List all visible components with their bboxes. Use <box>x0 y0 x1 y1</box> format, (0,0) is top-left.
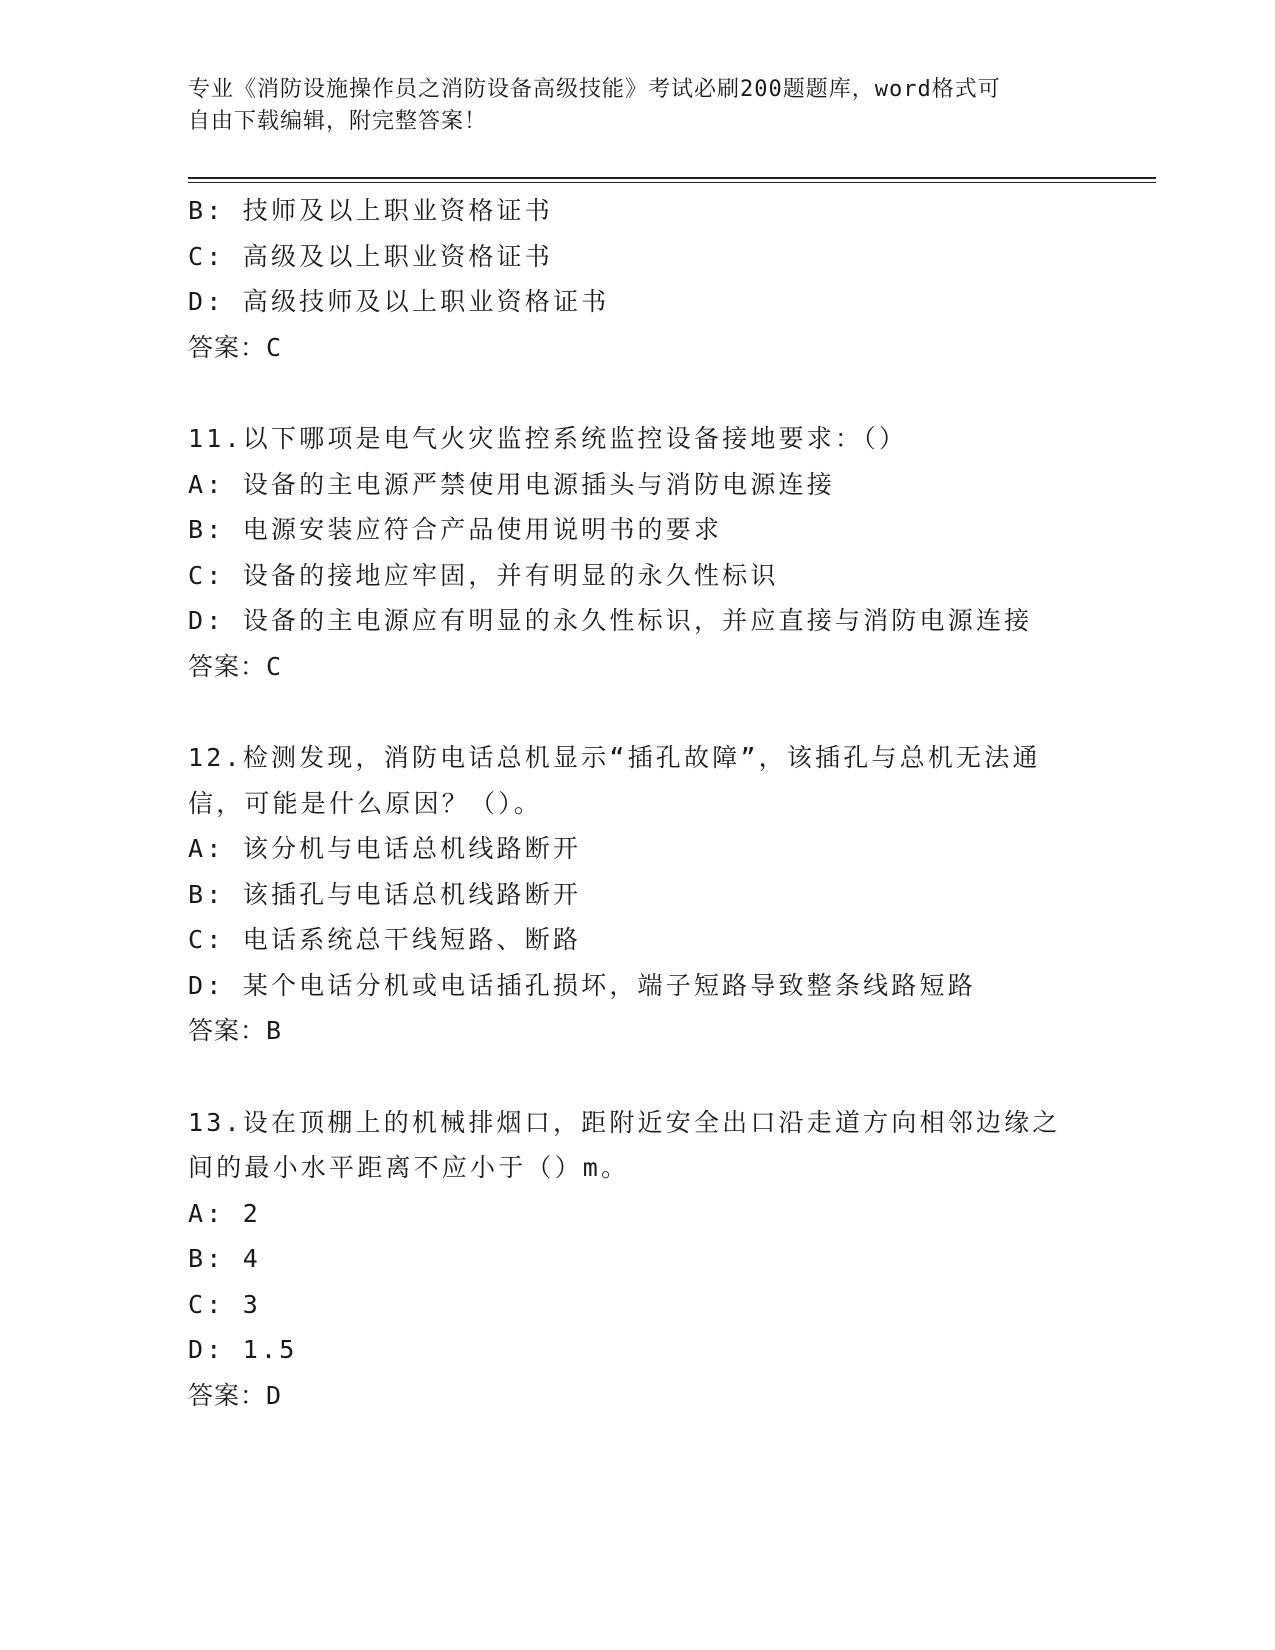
spacer <box>188 689 1088 735</box>
answer-line: 答案：B <box>188 1016 283 1045</box>
option-a: A: 2 <box>188 1198 262 1228</box>
option-d: D: 高级技师及以上职业资格证书 <box>188 287 610 316</box>
question-10-continuation <box>188 188 1088 370</box>
spacer <box>188 370 1088 416</box>
question-13 <box>188 1100 1088 1419</box>
question-12 <box>188 735 1088 1054</box>
question-stem: 11.以下哪项是电气火灾监控系统监控设备接地要求：（） <box>188 424 908 453</box>
option-c: C: 高级及以上职业资格证书 <box>188 241 553 271</box>
option-a: A: 该分机与电话总机线路断开 <box>188 834 582 863</box>
question-stem-line-1: 13.设在顶棚上的机械排烟口，距附近安全出口沿走道方向相邻边缘之 <box>188 1107 1061 1137</box>
answer-line: 答案：C <box>188 651 283 681</box>
option-c: C: 设备的接地应牢固，并有明显的永久性标识 <box>188 560 779 590</box>
option-b: B: 电源安装应符合产品使用说明书的要求 <box>188 515 723 544</box>
question-stem-line-2: 信，可能是什么原因？（）。 <box>188 788 543 818</box>
option-b: B: 技师及以上职业资格证书 <box>188 196 553 225</box>
option-c: C: 电话系统总干线短路、断路 <box>188 925 582 954</box>
option-d: D: 设备的主电源应有明显的永久性标识，并应直接与消防电源连接 <box>188 606 1033 635</box>
option-b: B: 该插孔与电话总机线路断开 <box>188 879 582 909</box>
option-a: A: 设备的主电源严禁使用电源插头与消防电源连接 <box>188 469 835 499</box>
question-stem-line-2: 间的最小水平距离不应小于（）m。 <box>188 1153 630 1182</box>
header-line-2: 自由下载编辑，附完整答案！ <box>188 109 488 134</box>
spacer <box>188 1054 1088 1100</box>
option-b: B: 4 <box>188 1244 262 1273</box>
answer-line: 答案：D <box>188 1380 283 1410</box>
option-d: D: 某个电话分机或电话插孔损坏，端子短路导致整条线路短路 <box>188 970 976 1000</box>
header-rule-thin <box>188 182 1156 183</box>
header-rule-thick <box>188 177 1156 179</box>
question-11 <box>188 416 1088 689</box>
question-list <box>188 188 1088 1418</box>
header-line-1: 专业《消防设施操作员之消防设备高级技能》考试必刷200题题库，word格式可 <box>188 77 1001 102</box>
option-c: C: 3 <box>188 1289 262 1319</box>
option-d: D: 1.5 <box>188 1335 298 1364</box>
answer-line: 答案：C <box>188 332 283 362</box>
document-header <box>188 74 1088 138</box>
question-stem-line-1: 12.检测发现，消防电话总机显示“插孔故障”，该插孔与总机无法通 <box>188 743 1041 772</box>
